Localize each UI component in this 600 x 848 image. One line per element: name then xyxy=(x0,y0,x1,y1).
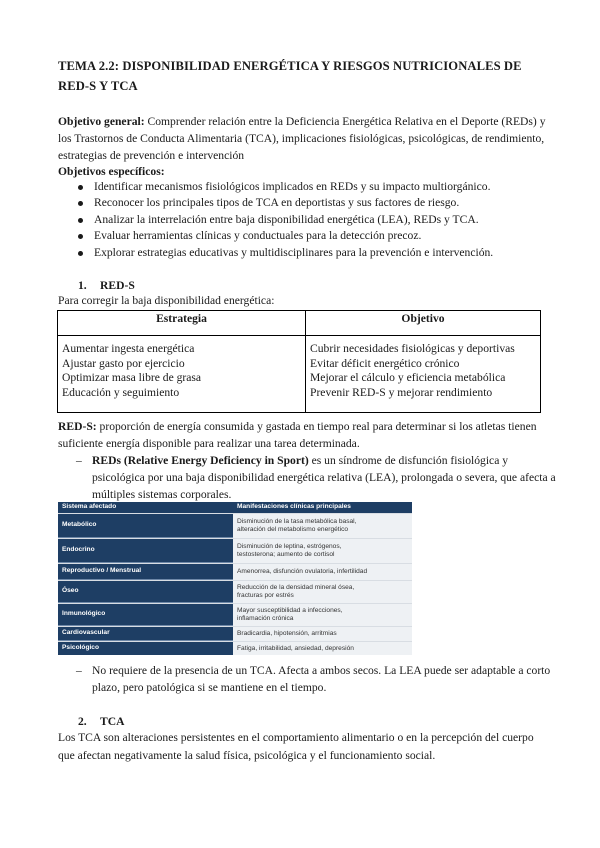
section-2-number: 2. xyxy=(78,715,87,728)
objective-cell xyxy=(306,336,541,413)
specific-objectives-heading: Objetivos específicos: xyxy=(58,165,165,178)
specific-objectives-list xyxy=(58,179,558,261)
general-objective-text: Comprender relación entre la Deficiencia Energética Relativa en el Deporte (REDs) y los Trastornos de Conducta Alimentaria (TCA), implicaciones fisiológicas, psicológicas, de rendimiento, estrategias de prevención e intervención xyxy=(58,115,546,162)
list-item: Reconocer los principales tipos de TCA en deportistas y sus factores de riesgo. xyxy=(58,195,558,211)
table-row: Óseo Reducción de la densidad mineral ósea, fracturas por estrés xyxy=(58,580,412,603)
reds-dash-item: – REDs (Relative Energy Deficiency in Sport) es un síndrome de disfunción fisiológica y psicológica por una baja disponibilidad energética relativa (LEA), prolongada o severa, que afecta a múltiples sistemas corporales. xyxy=(76,454,556,501)
strategy-item: Ajustar gasto por ejercicio xyxy=(62,356,185,370)
section-2-heading xyxy=(78,714,124,730)
section-1-heading xyxy=(78,278,135,294)
reds-label: RED-S: xyxy=(58,420,97,433)
reds-definition: RED-S: proporción de energía consumida y gastada en tiempo real para determinar si los atletas tienen suficiente energía disponible para realizar una tarea determinada. xyxy=(58,420,537,450)
objective-item: Cubrir necesidades fisiológicas y deportivas xyxy=(310,342,515,355)
table-row xyxy=(58,336,541,413)
document-title: TEMA 2.2: DISPONIBILIDAD ENERGÉTICA Y RIESGOS NUTRICIONALES DE RED-S Y TCA xyxy=(58,59,522,93)
lea-dash-item: – No requiere de la presencia de un TCA. Afecta a ambos secos. La LEA puede ser adaptable a corto plazo, pero patológica si se mantiene en el tiempo. xyxy=(76,664,551,694)
table-row: Cardiovascular Bradicardia, hipotensión, arritmias xyxy=(58,626,412,641)
table-row: Reproductivo / Menstrual Amenorrea, disfunción ovulatoria, infertilidad xyxy=(58,563,412,580)
table-row: Inmunológico Mayor susceptibilidad a infecciones, inflamación crónica xyxy=(58,603,412,626)
table-row: Endocrino Disminución de leptina, estrógenos, testosterona; aumento de cortisol xyxy=(58,538,412,563)
table-header-objective: Objetivo xyxy=(306,311,541,336)
section-1-number: 1. xyxy=(78,279,87,292)
clinical-manifestations-table xyxy=(58,502,412,655)
list-item: Analizar la interrelación entre baja disponibilidad energética (LEA), REDs y TCA. xyxy=(58,212,558,228)
strategy-cell xyxy=(58,336,306,413)
clinical-table-header: Sistema afectado Manifestaciones clínicas principales xyxy=(58,502,412,513)
objective-item: Evitar déficit energético crónico xyxy=(310,356,460,370)
strategy-item: Optimizar masa libre de grasa xyxy=(62,371,202,385)
objective-item: Mejorar el cálculo y eficiencia metabólica xyxy=(310,371,506,385)
dash-bullet: – xyxy=(76,664,82,677)
list-item: Identificar mecanismos fisiológicos implicados en REDs y su impacto multiorgánico. xyxy=(58,179,558,195)
strategy-table xyxy=(57,310,541,413)
objective-item: Prevenir RED-S y mejorar rendimiento xyxy=(310,385,493,399)
section-1-title: RED-S xyxy=(100,279,135,292)
table-row: Psicológico Fatiga, irritabilidad, ansiedad, depresión xyxy=(58,641,412,655)
strategy-item: Educación y seguimiento xyxy=(62,385,180,399)
section-2-title: TCA xyxy=(100,715,125,728)
general-objective xyxy=(58,113,548,164)
section-1-intro: Para corregir la baja disponibilidad energética: xyxy=(58,294,275,307)
reds-term: REDs (Relative Energy Deficiency in Sport) xyxy=(92,454,309,467)
list-item: Evaluar herramientas clínicas y conductuales para la detección precoz. xyxy=(58,228,558,244)
table-header-row xyxy=(58,311,541,336)
section-2-text: Los TCA son alteraciones persistentes en el comportamiento alimentario o en la percepción del cuerpo que afectan negativamente la salud física, psicológica y el funcionamiento social. xyxy=(58,731,534,762)
table-row: Metabólico Disminución de la tasa metabólica basal, alteración del metabolismo energético xyxy=(58,513,412,538)
table-header-strategy: Estrategia xyxy=(58,311,306,336)
strategy-item: Aumentar ingesta energética xyxy=(62,342,195,355)
dash-bullet: – xyxy=(76,454,82,467)
general-objective-label: Objetivo general: xyxy=(58,115,145,128)
list-item: Explorar estrategias educativas y multidisciplinares para la prevención e intervención. xyxy=(58,245,558,261)
